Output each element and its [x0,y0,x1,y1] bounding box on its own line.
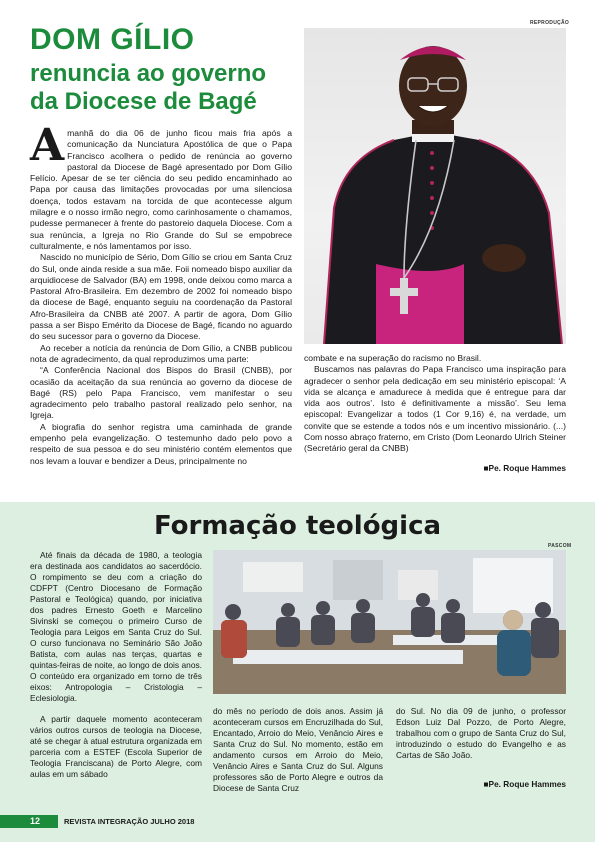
publication-footer: REVISTA INTEGRAÇÃO JULHO 2018 [64,817,195,826]
square-bullet-icon: ■ [483,462,489,473]
page-number: 12 [30,816,41,826]
photo-credit: REPRODUÇÃO [530,20,570,26]
paragraph: Até finais da década de 1980, a teologia era destinada aos candidatos ao sacerdócio. O rompimento se deu com a criação do CDFPT (Centro Diocesano de Formação Pastoral e Teológica) quando, por iniciativa dos padres Ernesto Goeth e Marcelino Sivinski se começou o primeiro Curso de Teologia para Leigos em Santa Cruz do Sul. O curso funcionava no Seminário São João Batista, com aulas nas terças, quartas e quintas-feiras de noite, ao longo de dois anos. O conteúdo era organizado em torno de três eixos: Antropologia – Cristologia – Eclesiologia. [30,550,202,703]
signature: ■Pe. Roque Hammes [483,779,566,789]
article-subtitle: renuncia ao governo da Diocese de Bagé [30,60,267,115]
paragraph: do mês no período de dois anos. Assim já aconteceram cursos em Encruzilhada do Sul, Encantado, Arroio do Meio, Venâncio Aires e Santa Cruz do Sul. No momento, estão em andamento cursos em Arroio do Meio, Venâncio Aires e Santa Cruz do Sul. Alguns professores são de Porto Alegre e outros da Diocese de Santa Cruz [213,706,383,793]
page-number-bar [0,815,58,828]
section-column-1 [30,550,202,780]
article-column-1 [30,120,292,467]
paragraph: Nascido no município de Sério, Dom Gílio se criou em Santa Cruz do Sul, onde ainda reside a sua mãe. Foii nomeado bispo auxiliar da arquidiocese de Salvador (BA) em 1998, onde deixou como marca a Pastoral Afro-Brasileira. Em dezembro de 2002 foi nomeado bispo da diocese de Bagé, enquanto seguiu na coordenação da Pastoral Afro-Brasileira da CNBB até 2007. A partir de agora, Dom Gílio passa a ser Bispo Emérito da Diocese de Bagé, ficando no aguardo do seu sucessor para o governo da Diocese. [30,252,292,342]
section-title: Formação teológica [153,511,442,541]
signature: ■Pe. Roque Hammes [483,462,566,473]
classroom-photo [213,550,566,694]
section-column-3 [396,706,566,790]
article-title: DOM GÍLIO [30,23,195,56]
bishop-photo [304,28,566,344]
drop-cap: A [30,120,65,171]
paragraph: A partir daquele momento aconteceram vários outros cursos de teologia na Diocese, até se chegar à atual estrutura organizada em parceria com a ESTEF (Escola Superior de Teologia Franciscana) de Porto Alegre, com aulas em um sábado [30,714,202,779]
paragraph: Buscamos nas palavras do Papa Francisco uma inspiração para agradecer o senhor pela dedicação em seu ministério episcopal: ‘A vida se alcança e amadurece à medida que é entregue para dar vida aos outros’. Isto é definitivamente a missão’. Seu lema episcopal: Evangelizar a todos (1 Cor 9,16) é, na verdade, um convite que se estende a todos nós e um incentivo missionário. (...) Com nosso abraço fraterno, em Cristo (Dom Leonardo Ulrich Steiner (Secretário geral da CNBB) [304,364,566,454]
paragraph: “A Conferência Nacional dos Bispos do Brasil (CNBB), por ocasião da aceitação da sua renúncia ao governo da diocese de Bagé (RS) pelo Papa Francisco, vem manifestar o seu agradecimento pelo trabalho pastoral realizado pelo senhor, na Igreja. [30,365,292,421]
section-column-2 [213,706,383,794]
paragraph: Ao receber a notícia da renúncia de Dom Gílio, a CNBB publicou nota de agradecimento, da qual reproduzimos uma parte: [30,342,292,364]
paragraph: A biografia do senhor registra uma caminhada de grande empenho pela evangelização. O testemunho dado pelo povo a respeito de sua pessoa e do seu ministério contém elementos que nos levam a louvar e bendizer a Deus, principalmente no [30,421,292,466]
paragraph: manhã do dia 06 de junho ficou mais fria após a comunicação da Nunciatura Apostólica de que o Papa Francisco acolhera o pedido de renúncia ao governo pastoral da Diocese de Bagé apresentado por Dom Gílio Felício. Apesar de se ter ciência do seu pedido encaminhado ao Papa por causa das limitações provocadas por uma silenciosa doença, todos estavam na torcida de que acontecesse algum milagre e o nosso irmão negro, como carinhosamente o chamamos, pudesse permanecer à frente do pastoreio daquela Diocese. Com a sua renúncia, a Igreja no Rio Grande do Sul se empobrece culturalmente, e nós lamentamos por isso. [30,128,292,251]
square-bullet-icon: ■ [483,779,489,789]
article-column-2 [304,353,566,474]
photo-credit: PASCOM [548,543,572,549]
paragraph: do Sul. No dia 09 de junho, o professor Edson Luiz Dal Pozzo, de Porto Alegre, trabalhou com o grupo de Santa Cruz do Sul, introduzindo o estudo do Evangelho e as Cartas de São João. [396,706,566,760]
paragraph: combate e na superação do racismo no Brasil. [304,353,482,363]
